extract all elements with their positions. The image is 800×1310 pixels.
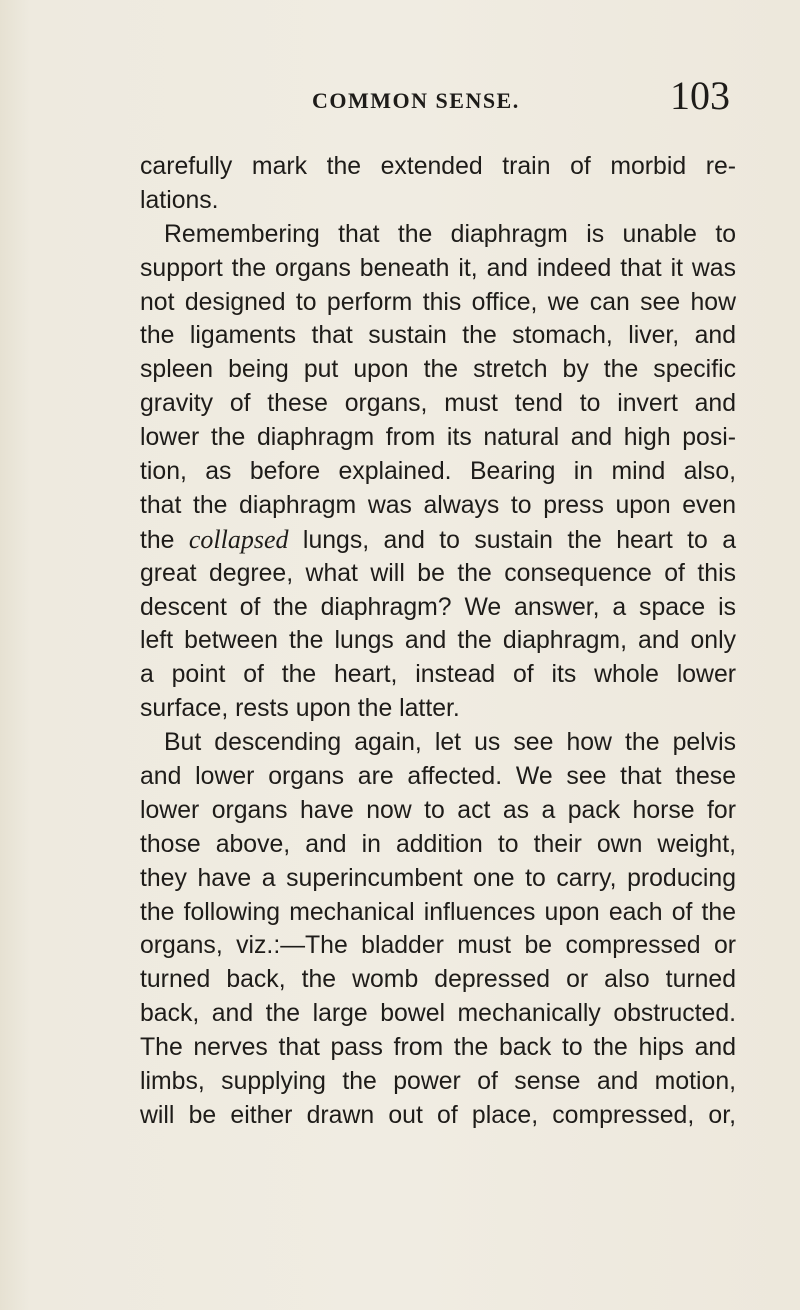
text-line: not designed to perform this office, we can see how <box>140 288 736 316</box>
text-line: tion, as before explained. Bearing in mind also, <box>140 458 736 486</box>
text-line: limbs, supplying the power of sense and motion, <box>140 1068 736 1096</box>
text-line: organs, viz.:—The bladder must be compressed or <box>140 932 736 960</box>
text-line: that the diaphragm was always to press upon even <box>140 491 736 519</box>
text-line: great degree, what will be the consequence of this <box>140 559 736 587</box>
text-line: lower the diaphragm from its natural and high posi- <box>140 424 736 452</box>
text-line: a point of the heart, instead of its whole lower <box>140 661 736 689</box>
text-line-with-italic <box>140 523 736 557</box>
text-line: lower organs have now to act as a pack horse for <box>140 796 736 824</box>
text-line: the ligaments that sustain the stomach, liver, and <box>140 322 736 350</box>
text-line: back, and the large bowel mechanically obstructed. <box>140 1000 736 1028</box>
text-line: carefully mark the extended train of morbid re- <box>140 153 736 180</box>
running-head: COMMON SENSE. <box>312 88 520 113</box>
page-number: 103 <box>670 73 730 118</box>
text-line: lations. <box>140 186 219 214</box>
text-line: those above, and in addition to their own weight, <box>140 830 736 858</box>
text-line: surface, rests upon the latter. <box>140 695 460 723</box>
italic-word-collapsed: collapsed <box>188 524 289 554</box>
text-line: left between the lungs and the diaphragm, and only <box>140 627 736 655</box>
text-segment: the <box>140 526 189 554</box>
text-line: will be either drawn out of place, compressed, or, <box>140 1101 736 1129</box>
body-text <box>140 150 736 1133</box>
text-line: and lower organs are affected. We see that these <box>140 763 736 791</box>
text-line: gravity of these organs, must tend to invert and <box>140 390 736 418</box>
text-segment: lungs, and to sustain the heart to a <box>288 526 736 554</box>
text-line: support the organs beneath it, and indeed that it was <box>140 254 736 282</box>
page-header <box>130 72 730 132</box>
text-line: But descending again, let us see how the pelvis <box>164 729 736 757</box>
text-line: spleen being put upon the stretch by the specific <box>140 356 736 384</box>
text-line: they have a superincumbent one to carry, producing <box>140 864 736 892</box>
text-line: The nerves that pass from the back to the hips and <box>140 1034 736 1062</box>
text-line: the following mechanical influences upon each of the <box>140 898 736 926</box>
text-line: descent of the diaphragm? We answer, a space is <box>140 593 736 621</box>
text-line: Remembering that the diaphragm is unable to <box>164 220 736 248</box>
text-line: turned back, the womb depressed or also turned <box>140 966 736 994</box>
